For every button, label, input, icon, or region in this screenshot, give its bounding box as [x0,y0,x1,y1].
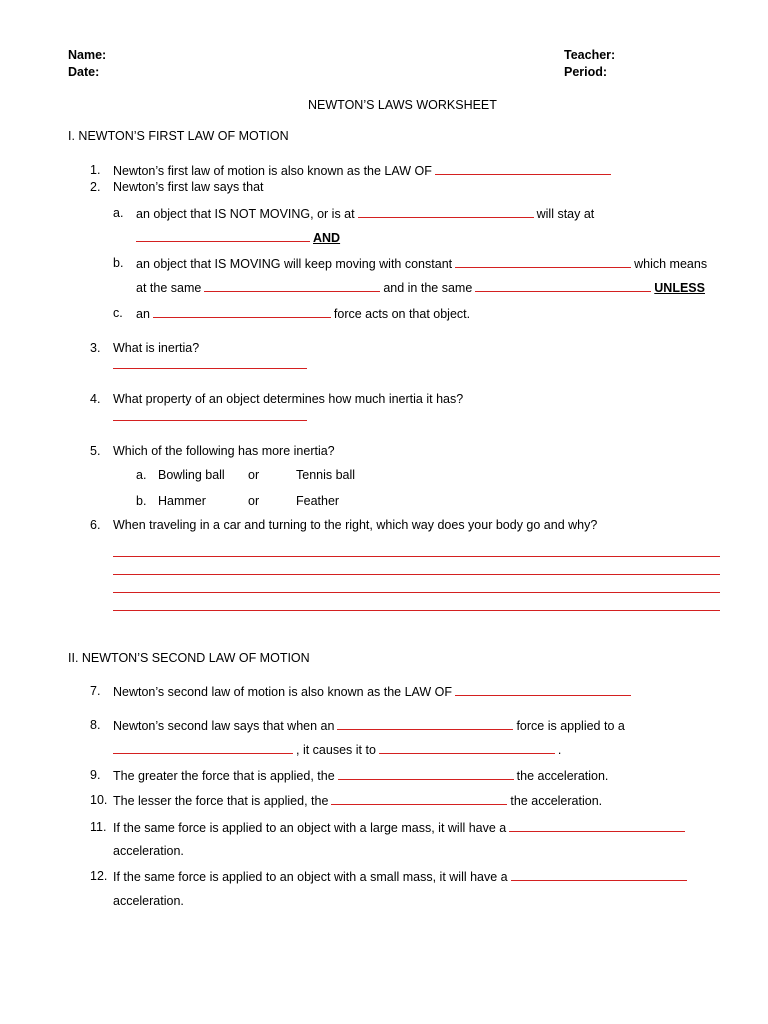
q9-number: 9. [90,768,101,782]
q5b-letter: b. [136,494,147,508]
section2-heading: II. NEWTON’S SECOND LAW OF MOTION [68,651,310,665]
q10-text1: The lesser the force that is applied, the [113,794,329,808]
q12-number: 12. [90,869,108,883]
q5b-right: Feather [296,494,340,508]
q2c-text2: force acts on that object. [333,307,471,321]
q12-text1: If the same force is applied to an object with a small mass, it will have a [113,870,508,884]
q2b-blank2[interactable] [204,280,380,292]
q2b-text2: which means [634,257,708,271]
q8-blank1[interactable] [337,718,513,730]
q4-text: What property of an object determines how much inertia it has? [113,392,464,406]
q5b-or: or [248,494,260,508]
q2-number: 2. [90,180,101,194]
q6-answer-line[interactable] [113,574,720,575]
q5a-letter: a. [136,468,147,482]
q9-text2: the acceleration. [516,769,609,783]
q7 [113,684,634,699]
q10-number: 10. [90,793,108,807]
q1-answer-blank[interactable] [435,163,611,175]
q8-text1: Newton’s second law says that when an [113,719,335,733]
q10-blank[interactable] [331,793,507,805]
q1-text: Newton’s first law of motion is also known as the LAW OF [113,164,432,178]
q7-answer-blank[interactable] [455,684,631,696]
q8-text2: force is applied to a [516,719,625,733]
period-label: Period: [564,65,608,79]
q3-number: 3. [90,341,101,355]
q10-text2: the acceleration. [510,794,603,808]
q7-text: Newton’s second law of motion is also known as the LAW OF [113,685,453,699]
q1-number: 1. [90,163,101,177]
q5a-left: Bowling ball [158,468,225,482]
q2c-letter: c. [113,306,123,320]
q12 [113,869,690,884]
q5-number: 5. [90,444,101,458]
q2b-line2 [136,280,705,295]
q11-text2: acceleration. [113,844,184,858]
q2a-text2: will stay at [536,207,595,221]
q7-number: 7. [90,684,101,698]
q4-number: 4. [90,392,101,406]
q9-blank[interactable] [338,768,514,780]
q2a-text1: an object that IS NOT MOVING, or is at [136,207,355,221]
q2b-text3: at the same [136,281,202,295]
q2a-letter: a. [113,206,124,220]
q8-text4: . [557,743,562,757]
name-label: Name: [68,48,107,62]
q2a-blank1[interactable] [358,206,534,218]
q2a-line2 [136,230,340,245]
q2a-blank2[interactable] [136,230,310,242]
q3-answer-line[interactable] [113,368,307,369]
q6-answer-line[interactable] [113,556,720,557]
q6-text: When traveling in a car and turning to the right, which way does your body go and why? [113,518,598,532]
q2b-letter: b. [113,256,124,270]
q2c-blank[interactable] [153,306,331,318]
q10 [113,793,602,808]
q9-text1: The greater the force that is applied, the [113,769,335,783]
q2b-blank3[interactable] [475,280,651,292]
q11 [113,820,688,835]
q11-text1: If the same force is applied to an object with a large mass, it will have a [113,821,507,835]
q2b-text4: and in the same [383,281,473,295]
q6-answer-line[interactable] [113,610,720,611]
q5b-left: Hammer [158,494,206,508]
q1 [113,163,614,178]
q8-blank2[interactable] [113,742,293,754]
page-title: NEWTON’S LAWS WORKSHEET [308,98,497,112]
q8 [113,718,625,733]
q5a-or: or [248,468,260,482]
q5a-right: Tennis ball [296,468,356,482]
q2c-text1: an [136,307,150,321]
q8-text3: , it causes it to [296,743,376,757]
q9 [113,768,608,783]
q11-number: 11. [90,820,107,834]
q3-text: What is inertia? [113,341,200,355]
q12-text2: acceleration. [113,894,184,908]
section1-heading: I. NEWTON’S FIRST LAW OF MOTION [68,129,289,143]
q2b-blank1[interactable] [455,256,631,268]
q2a [136,206,594,221]
teacher-label: Teacher: [564,48,616,62]
q2a-and: AND [313,231,341,245]
q8-blank3[interactable] [379,742,555,754]
q2c [136,306,470,321]
q11-blank[interactable] [509,820,685,832]
q2b-unless: UNLESS [654,281,705,295]
q4-answer-line[interactable] [113,420,307,421]
q2-text: Newton’s first law says that [113,180,264,194]
q2b-text1: an object that IS MOVING will keep moving with constant [136,257,453,271]
q8-line2 [113,742,561,757]
q5-text: Which of the following has more inertia? [113,444,335,458]
date-label: Date: [68,65,100,79]
q6-answer-line[interactable] [113,592,720,593]
q12-blank[interactable] [511,869,687,881]
q8-number: 8. [90,718,101,732]
q2b [136,256,707,271]
q6-number: 6. [90,518,101,532]
